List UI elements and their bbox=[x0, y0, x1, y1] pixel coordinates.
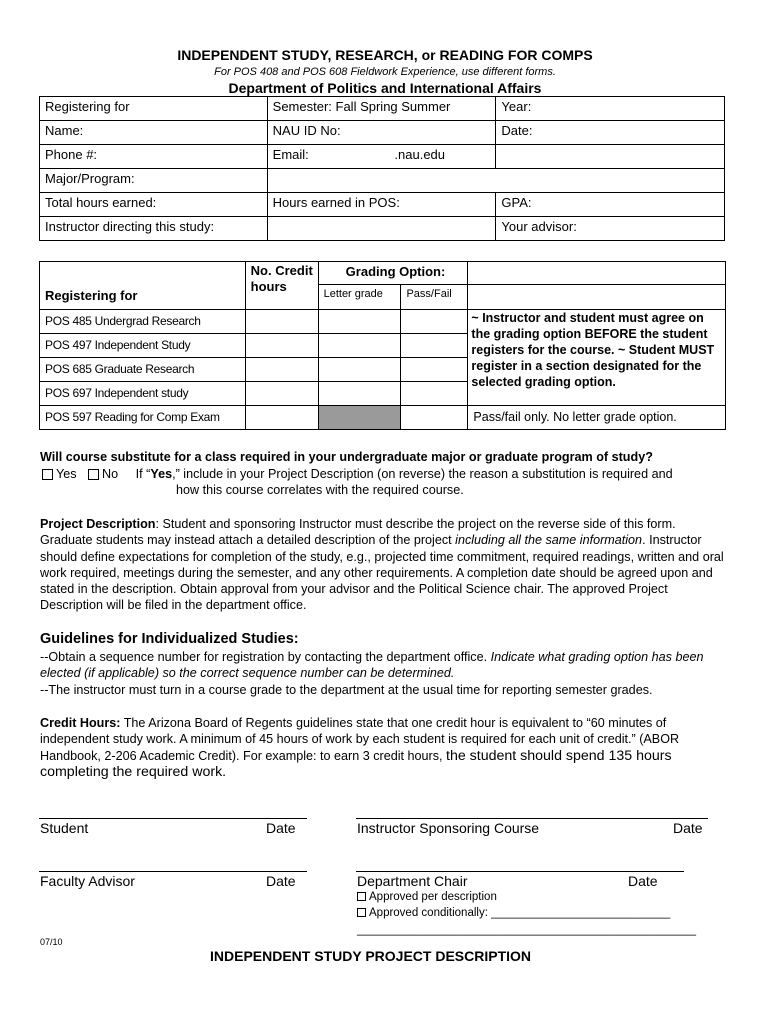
approved-conditional-checkbox[interactable] bbox=[357, 908, 366, 917]
letter-grade-input-4[interactable] bbox=[318, 382, 401, 406]
course-row-1: POS 485 Undergrad Research bbox=[40, 310, 246, 334]
yes-checkbox[interactable] bbox=[42, 469, 53, 480]
credit-hours-text bbox=[40, 715, 730, 780]
course-registration-table bbox=[39, 261, 726, 430]
guidelines-text bbox=[40, 649, 730, 698]
faculty-signature-line[interactable] bbox=[39, 871, 307, 872]
chair-signature-line[interactable] bbox=[356, 871, 684, 872]
guidelines-heading: Guidelines for Individualized Studies: bbox=[40, 631, 299, 647]
email-field[interactable] bbox=[267, 145, 496, 169]
pass-fail-header: Pass/Fail bbox=[401, 285, 468, 310]
instructor-input[interactable] bbox=[267, 217, 496, 241]
letter-grade-input-3[interactable] bbox=[318, 358, 401, 382]
instructor-label: Instructor Sponsoring Course bbox=[357, 820, 540, 836]
credit-body: The Arizona Board of Regents guidelines state that one credit hour is equivalent to “60 minutes of independent study work. A minimum of 45 hours of work by each student is required for each unit of credit.” (ABOR Handbook, 2-206 Academic Credit). For example: to earn 3 credit hours, bbox=[40, 716, 680, 763]
year-field[interactable]: Year: bbox=[496, 97, 725, 121]
guidelines-line-1: --Obtain a sequence number for registration by contacting the department office. bbox=[40, 650, 491, 664]
form-title: INDEPENDENT STUDY, RESEARCH, or READING FOR COMPS bbox=[177, 47, 593, 63]
if-rest: ,” include in your Project Description (on reverse) the reason a substitution is required and bbox=[172, 467, 673, 481]
registering-for-header: Registering for bbox=[40, 262, 246, 310]
letter-grade-input-1[interactable] bbox=[318, 310, 401, 334]
if-yes: Yes bbox=[150, 467, 173, 481]
approved-label: Approved per description bbox=[369, 891, 497, 903]
credit-label: Credit Hours: bbox=[40, 716, 121, 730]
blank-cell[interactable] bbox=[496, 145, 725, 169]
approved-option bbox=[357, 891, 497, 903]
note-header-blank bbox=[468, 262, 726, 285]
credit-hours-input-4[interactable] bbox=[245, 382, 318, 406]
project-text-2: . Instructor should define expectations for completion of the study, e.g., projected time commitment, required readings, written and oral work required, meetings during the semester, and any other requirements. A completion date should be agreed upon and stated in the description. Obtain approval from your advisor and the Political Science chair. The approved Project Description will be filed in the department office. bbox=[40, 533, 724, 613]
pass-fail-input-3[interactable] bbox=[401, 358, 468, 382]
note-header-blank-2 bbox=[468, 285, 726, 310]
project-description-title: INDEPENDENT STUDY PROJECT DESCRIPTION bbox=[210, 948, 532, 964]
student-label: Student bbox=[40, 820, 89, 836]
pos-hours-field[interactable]: Hours earned in POS: bbox=[267, 193, 496, 217]
credit-hours-input-5[interactable] bbox=[245, 406, 318, 430]
major-field[interactable]: Major/Program: bbox=[40, 169, 268, 193]
guidelines-line-2: --The instructor must turn in a course grade to the department at the usual time for reporting semester grades. bbox=[40, 682, 653, 697]
grading-note: ~ Instructor and student must agree on the grading option BEFORE the student registers for the course. ~ Student MUST register in a section designated for the selected grading option. bbox=[468, 310, 726, 406]
instructor-date-label: Date bbox=[673, 820, 703, 836]
approved-checkbox[interactable] bbox=[357, 892, 366, 901]
project-description bbox=[40, 516, 730, 614]
version-label: 07/10 bbox=[40, 937, 63, 947]
no-checkbox[interactable] bbox=[88, 469, 99, 480]
pass-fail-only-note: Pass/fail only. No letter grade option. bbox=[468, 406, 726, 430]
instructor-label: Instructor directing this study: bbox=[40, 217, 268, 241]
chair-label: Department Chair bbox=[357, 873, 468, 889]
pass-fail-input-2[interactable] bbox=[401, 334, 468, 358]
substitute-options bbox=[42, 466, 673, 483]
email-label: Email: bbox=[272, 147, 309, 162]
email-domain: .nau.edu bbox=[394, 147, 446, 162]
course-row-2: POS 497 Independent Study bbox=[40, 334, 246, 358]
chair-date-label: Date bbox=[628, 873, 658, 889]
student-info-table bbox=[39, 96, 725, 241]
total-hours-field[interactable]: Total hours earned: bbox=[40, 193, 268, 217]
substitute-question: Will course substitute for a class required in your undergraduate major or graduate program of study? bbox=[40, 450, 653, 464]
course-row-4: POS 697 Independent study bbox=[40, 382, 246, 406]
student-signature-line[interactable] bbox=[39, 818, 307, 819]
advisor-field[interactable]: Your advisor: bbox=[496, 217, 725, 241]
course-row-3: POS 685 Graduate Research bbox=[40, 358, 246, 382]
credit-emphasis: the student should spend 135 hours completing the required work. bbox=[40, 747, 672, 780]
instructor-signature-line[interactable] bbox=[356, 818, 708, 819]
approved-conditional-option bbox=[357, 907, 670, 919]
pass-fail-input-1[interactable] bbox=[401, 310, 468, 334]
credit-hours-input-1[interactable] bbox=[245, 310, 318, 334]
credit-hours-input-2[interactable] bbox=[245, 334, 318, 358]
student-date-label: Date bbox=[266, 820, 296, 836]
no-label: No bbox=[102, 467, 119, 481]
conditions-line[interactable]: _____________________________________________________ bbox=[357, 924, 696, 936]
letter-grade-input-2[interactable] bbox=[318, 334, 401, 358]
semester-field[interactable]: Semester: Fall Spring Summer bbox=[267, 97, 496, 121]
letter-grade-disabled bbox=[318, 406, 401, 430]
date-field[interactable]: Date: bbox=[496, 121, 725, 145]
form-subtitle: For POS 408 and POS 608 Fieldwork Experience, use different forms. bbox=[214, 66, 556, 78]
nau-id-field[interactable]: NAU ID No: bbox=[267, 121, 496, 145]
approved-conditional-label: Approved conditionally: ____________________________ bbox=[369, 907, 671, 919]
project-text-ital: including all the same information bbox=[455, 533, 643, 548]
project-label: Project Description bbox=[40, 517, 156, 531]
major-input[interactable] bbox=[267, 169, 724, 193]
project-text-1: : Student and sponsoring Instructor must describe the project on the reverse side of this form. Graduate students may instead attach a detailed description of the project bbox=[40, 517, 676, 548]
substitute-line2: how this course correlates with the required course. bbox=[176, 483, 464, 497]
course-row-5: POS 597 Reading for Comp Exam bbox=[40, 406, 246, 430]
pass-fail-input-5[interactable] bbox=[401, 406, 468, 430]
letter-grade-header: Letter grade bbox=[318, 285, 401, 310]
gpa-field[interactable]: GPA: bbox=[496, 193, 725, 217]
name-field[interactable]: Name: bbox=[40, 121, 268, 145]
faculty-date-label: Date bbox=[266, 873, 296, 889]
registering-for-label: Registering for bbox=[40, 97, 268, 121]
guidelines-line-1-ital: Indicate what grading option has been elected (if applicable) so the correct sequence number can be determined. bbox=[40, 650, 704, 681]
credit-hours-input-3[interactable] bbox=[245, 358, 318, 382]
phone-field[interactable]: Phone #: bbox=[40, 145, 268, 169]
department-title: Department of Politics and International Affairs bbox=[228, 80, 542, 96]
grading-option-header: Grading Option: bbox=[318, 262, 468, 285]
pass-fail-input-4[interactable] bbox=[401, 382, 468, 406]
faculty-label: Faculty Advisor bbox=[40, 873, 135, 889]
if-prefix: If “ bbox=[135, 467, 151, 481]
yes-label: Yes bbox=[56, 467, 77, 481]
credit-hours-header: No. Credit hours bbox=[245, 262, 318, 310]
